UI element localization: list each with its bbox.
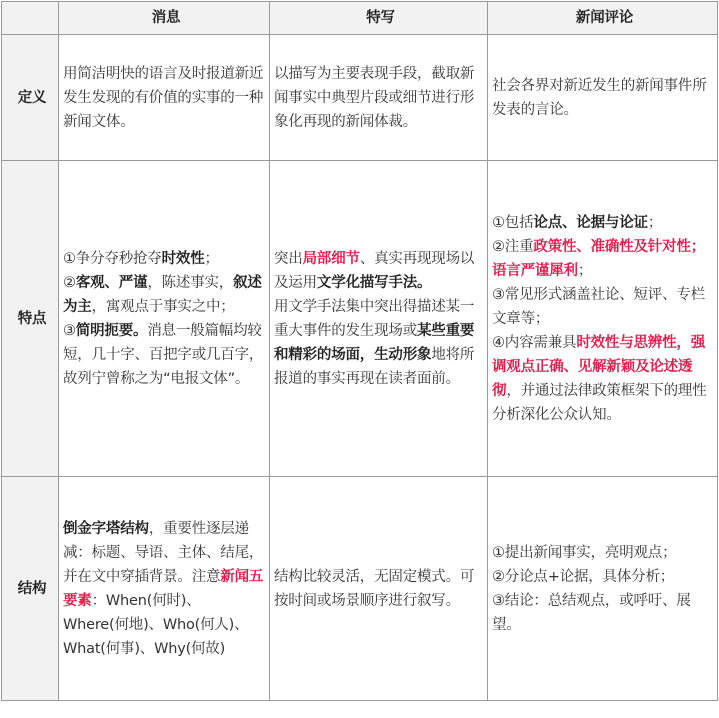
definition-texie: 以描写为主要表现手段，截取新闻事实中典型片段或细节进行形象化再现的新闻体裁。 xyxy=(270,35,488,161)
comparison-table xyxy=(1,1,718,701)
features-xiaoxi-line3: ③简明扼要。消息一般篇幅均较短，几十字、百把字或几百字，故列宁曾称之为“电报文体”。 xyxy=(63,322,264,387)
row-label-definition: 定义 xyxy=(2,35,59,161)
header-xiaoxi: 消息 xyxy=(59,2,270,35)
row-label-features: 特点 xyxy=(2,161,59,477)
features-pinglun-line3: ③常见形式涵盖社论、短评、专栏文章等； xyxy=(492,286,705,327)
structure-pinglun xyxy=(488,477,718,701)
structure-pinglun-line3: ③结论：总结观点，或呼吁、展望。 xyxy=(492,592,691,633)
features-xiaoxi-line1: ①争分夺秒抢夺时效性； xyxy=(63,250,219,267)
features-pinglun-line1: ①包括论点、论据与论证； xyxy=(492,214,663,231)
row-label-structure: 结构 xyxy=(2,477,59,701)
structure-texie: 结构比较灵活，无固定模式。可按时间或场景顺序进行叙写。 xyxy=(270,477,488,701)
definition-pinglun: 社会各界对新近发生的新闻事件所发表的言论。 xyxy=(488,35,718,161)
structure-row xyxy=(2,477,718,701)
structure-xiaoxi: 倒金字塔结构，重要性逐层递减：标题、导语、主体、结尾，并在文中穿插背景。注意新闻五要素：When(何时)、 Where(何地)、Who(何人)、What(何事)、Why(何故) xyxy=(59,477,270,701)
definition-row xyxy=(2,35,718,161)
header-row xyxy=(2,2,718,35)
structure-pinglun-line2: ②分论点+论据，具体分析； xyxy=(492,568,675,585)
definition-xiaoxi: 用简洁明快的语言及时报道新近发生发现的有价值的实事的一种新闻文体。 xyxy=(59,35,270,161)
features-texie xyxy=(270,161,488,477)
features-row xyxy=(2,161,718,477)
features-pinglun-line4: ④内容需兼具时效性与思辨性，强调观点正确、见解新颖及论述透彻，并通过法律政策框架下的理性分析深化公众认知。 xyxy=(492,334,707,423)
structure-pinglun-line1: ①提出新闻事实，亮明观点； xyxy=(492,544,677,561)
header-corner xyxy=(2,2,59,35)
features-xiaoxi-line2: ②客观、严谨，陈述事实，叙述为主，寓观点于事实之中； xyxy=(63,274,262,315)
features-pinglun xyxy=(488,161,718,477)
features-pinglun-line2: ②注重政策性、准确性及针对性；语言严谨犀利； xyxy=(492,238,706,279)
features-texie-para2: 用文学手法集中突出得描述某一重大事件的发生现场或某些重要和精彩的场面，生动形象地将所报道的事实再现在读者面前。 xyxy=(274,298,475,387)
features-xiaoxi xyxy=(59,161,270,477)
features-texie-para1: 突出局部细节、真实再现现场以及运用文学化描写手法。 xyxy=(274,250,475,291)
header-pinglun: 新闻评论 xyxy=(488,2,718,35)
header-texie: 特写 xyxy=(270,2,488,35)
